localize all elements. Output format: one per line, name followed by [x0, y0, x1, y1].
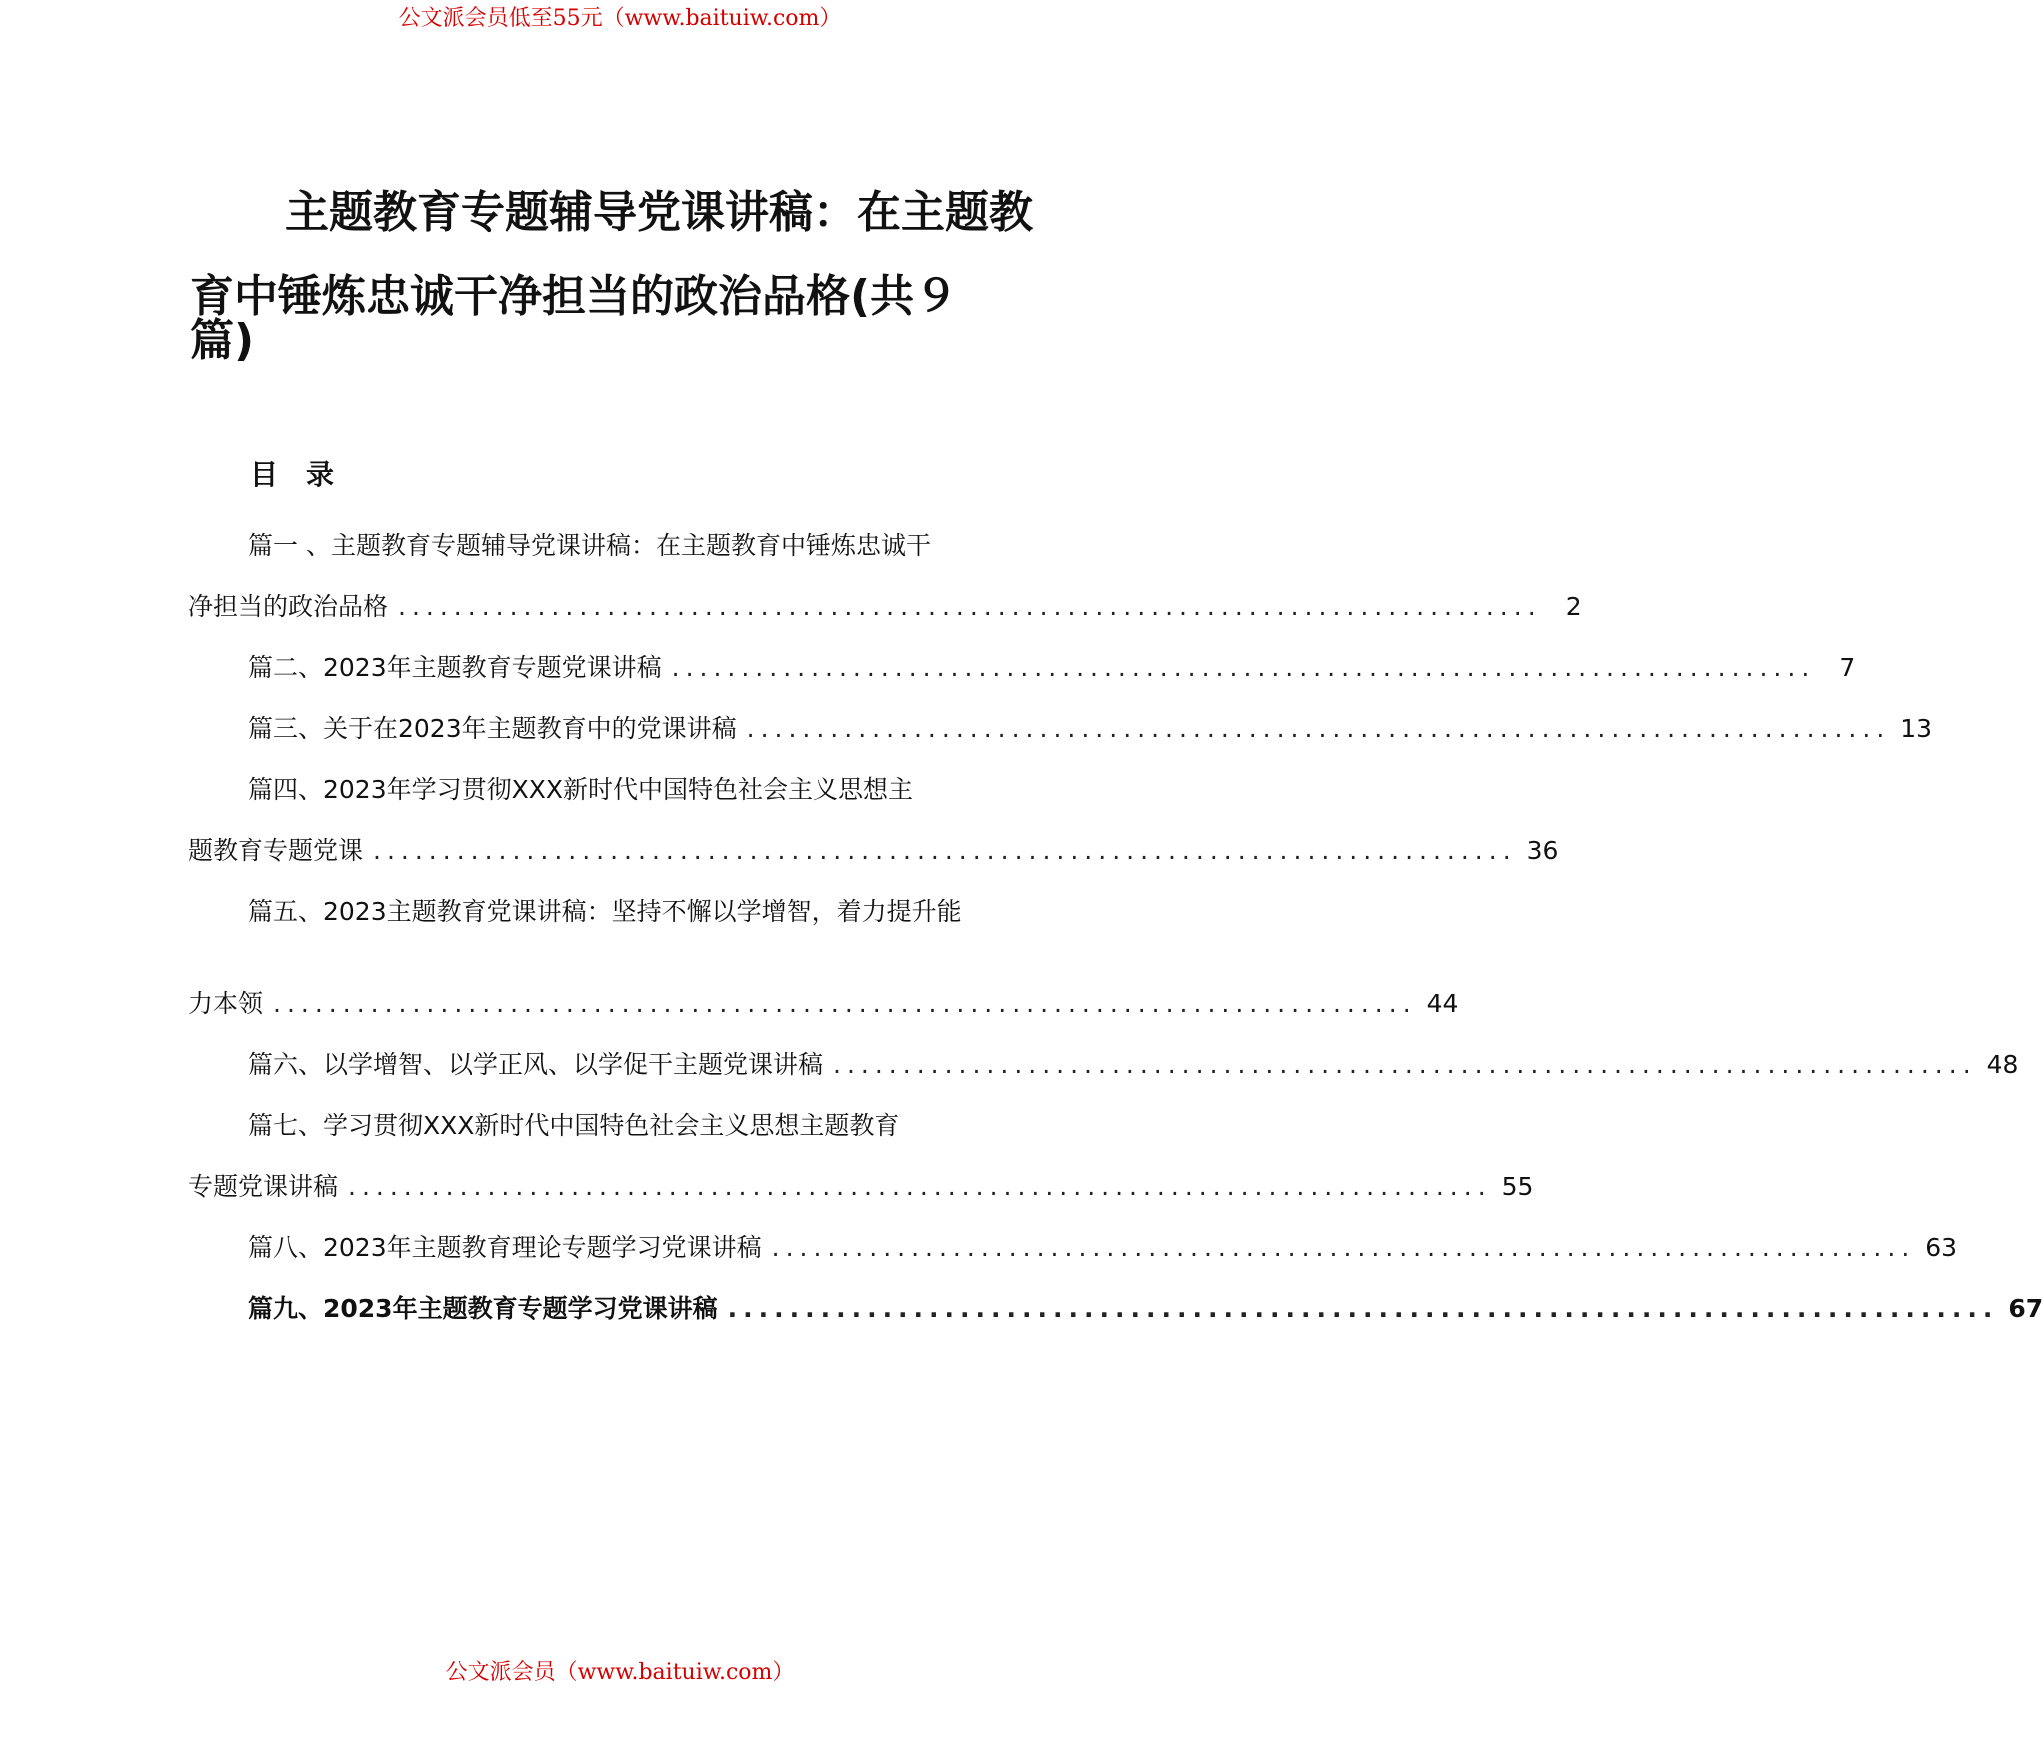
toc-page-number: 36 [1526, 836, 1559, 865]
header-watermark-banner: 公文派会员低至55元（www.baituiw.com） [398, 6, 842, 31]
toc-entry-line [188, 698, 1933, 759]
toc-entry-6[interactable] [188, 1034, 2019, 1095]
toc-entry-line [188, 1156, 1534, 1217]
toc-leader-dots: .................................................................................. [348, 1172, 1492, 1201]
toc-page-number: 67 [2008, 1294, 2043, 1323]
toc-entry-line [188, 820, 1559, 881]
toc-page-number: 55 [1501, 1172, 1534, 1201]
toc-entry-text: 篇二、2023年主题教育专题党课讲稿 [248, 653, 662, 682]
table-of-contents [188, 515, 2043, 1339]
toc-entry-line [188, 973, 1459, 1034]
toc-entry-2[interactable] [188, 637, 1856, 698]
toc-leader-dots: .................................................................................. [398, 592, 1542, 621]
toc-entry-4[interactable] [188, 759, 1559, 881]
toc-entry-line [188, 759, 1060, 820]
toc-entry-text: 专题党课讲稿 [188, 1172, 339, 1201]
toc-entry-text: 题教育专题党课 [188, 836, 364, 865]
toc-entry-line [188, 1034, 2019, 1095]
toc-entry-1[interactable] [188, 515, 1582, 637]
toc-entry-text: 篇八、2023年主题教育理论专题学习党课讲稿 [248, 1233, 762, 1262]
toc-entry-3[interactable] [188, 698, 1933, 759]
toc-entry-line [188, 637, 1856, 698]
toc-entry-text: 篇六、以学增智、以学正风、以学促干主题党课讲稿 [248, 1050, 824, 1079]
toc-entry-line [188, 576, 1582, 637]
toc-entry-line [188, 1278, 2043, 1339]
toc-entry-text: 力本领 [188, 989, 264, 1018]
toc-entry-8[interactable] [188, 1217, 1958, 1278]
toc-entry-line [188, 515, 1060, 576]
toc-entry-text: 篇一 、主题教育专题辅导党课讲稿：在主题教育中锤炼忠诚干 [248, 531, 931, 560]
toc-entry-line [188, 1095, 1060, 1156]
toc-entry-9[interactable] [188, 1278, 2043, 1339]
toc-page-number: 7 [1839, 653, 1856, 682]
toc-page-number: 44 [1426, 989, 1459, 1018]
toc-entry-text: 篇五、2023主题教育党课讲稿：坚持不懈以学增智，着力提升能 [248, 897, 962, 926]
toc-entry-text: 篇九、2023年主题教育专题学习党课讲稿 [248, 1294, 718, 1323]
toc-entry-line [188, 1217, 1958, 1278]
footer-watermark-banner: 公文派会员（www.baituiw.com） [445, 1660, 795, 1685]
toc-entry-5[interactable] [188, 881, 1459, 1034]
toc-leader-dots: .................................................................................. [746, 714, 1891, 743]
toc-leader-dots: .................................................................................. [373, 836, 1517, 865]
toc-page-number: 13 [1900, 714, 1933, 743]
title-line-3: 篇) [190, 315, 255, 366]
toc-page-number: 2 [1565, 592, 1582, 621]
toc-entry-text: 篇七、学习贯彻XXX新时代中国特色社会主义思想主题教育 [248, 1111, 900, 1140]
toc-entry-text: 净担当的政治品格 [188, 592, 389, 621]
title-line-2: 育中锤炼忠诚干净担当的政治品格(共９ [190, 271, 959, 322]
toc-entry-line [188, 881, 1060, 942]
toc-leader-dots: .................................................................................. [273, 989, 1417, 1018]
toc-page-number: 63 [1925, 1233, 1958, 1262]
toc-heading: 目录 [250, 458, 363, 491]
document-title [190, 185, 1070, 369]
toc-leader-dots: .................................................................................. [833, 1050, 1977, 1079]
toc-leader-dots: .................................................................................. [671, 653, 1816, 682]
toc-page-number: 48 [1986, 1050, 2019, 1079]
toc-entry-7[interactable] [188, 1095, 1534, 1217]
toc-leader-dots: .................................................................................. [727, 1294, 1999, 1323]
title-line-1: 主题教育专题辅导党课讲稿：在主题教 [285, 187, 1033, 238]
toc-leader-dots: .................................................................................. [771, 1233, 1916, 1262]
toc-entry-text: 篇四、2023年学习贯彻XXX新时代中国特色社会主义思想主 [248, 775, 914, 804]
toc-entry-text: 篇三、关于在2023年主题教育中的党课讲稿 [248, 714, 737, 743]
